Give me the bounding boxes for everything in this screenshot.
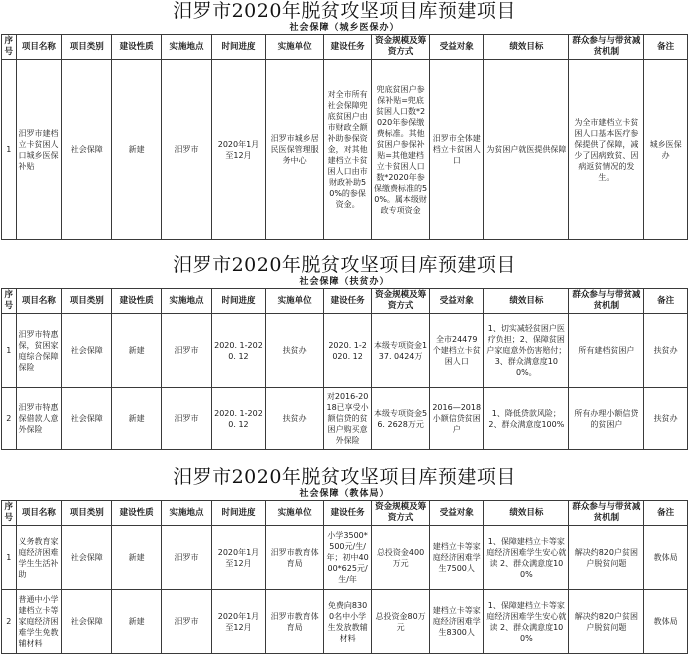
column-header: 群众参与与带贫减贫机制 xyxy=(569,501,644,526)
column-header: 时间进度 xyxy=(211,35,265,60)
project-name-cell: 义务教育家庭经济困难学生生活补助 xyxy=(16,526,62,590)
mass-participation-cell: 解决约820户贫困户脱贫问题 xyxy=(569,526,644,590)
column-header: 序号 xyxy=(2,501,17,526)
column-header: 绩效目标 xyxy=(484,501,569,526)
column-header: 受益对象 xyxy=(430,35,484,60)
section-subtitle: 社会保障（城乡医保办） xyxy=(289,23,400,33)
fund-scale-cell: 本级专项资金137. 0424万 xyxy=(371,314,429,388)
project-table xyxy=(1,288,688,450)
performance-goal-cell: 为贫困户就医提供保障 xyxy=(484,60,569,240)
location-cell: 汨罗市 xyxy=(162,388,212,450)
column-header: 受益对象 xyxy=(430,501,484,526)
column-header: 实施地点 xyxy=(162,501,212,526)
section-subtitle: 社会保障（扶贫办） xyxy=(299,277,390,287)
column-header: 实施单位 xyxy=(265,35,323,60)
table-row xyxy=(2,60,688,240)
construction-task-cell: 对2016-2018已享受小额信贷的贫困户购买意外保险 xyxy=(324,388,372,450)
build-nature-cell: 新建 xyxy=(112,60,162,240)
beneficiary-cell: 建档立卡等家庭经济困难学生8300人 xyxy=(430,590,484,654)
location-cell: 汨罗市 xyxy=(162,590,212,654)
column-header: 项目名称 xyxy=(16,289,62,314)
project-table xyxy=(1,500,688,654)
progress-cell: 2020. 1-2020. 12 xyxy=(211,388,265,450)
fund-scale-cell: 兜底贫困户参保补贴=兜底贫困人口数*2020年参保缴费标准。其他贫困户参保补贴=其他建档立卡贫困人口数*2020年参保缴费标准的50%。属本级财政专项资金 xyxy=(371,60,429,240)
column-header: 建设性质 xyxy=(112,35,162,60)
build-nature-cell: 新建 xyxy=(112,388,162,450)
construction-task-cell: 对全市所有社会保障兜底贫困户由市财政全额补助参保资金，对其他建档立卡贫困人口由市财政补助50%的参保资金。 xyxy=(324,60,372,240)
project-section xyxy=(0,254,689,450)
progress-cell: 2020年1月至12月 xyxy=(211,526,265,590)
column-header: 建设性质 xyxy=(112,289,162,314)
performance-goal-cell: 1、切实减轻贫困户医疗负担；2、保障贫困户家庭意外伤害赔付；3、群众满意度100%。 xyxy=(484,314,569,388)
table-header-row xyxy=(2,289,688,314)
beneficiary-cell: 汨罗市全体建档立卡贫困人口 xyxy=(430,60,484,240)
construction-task-cell: 小学3500*500元/生/年；初中4000*625元/生/年 xyxy=(324,526,372,590)
project-name-cell: 普通中小学建档立卡等家庭经济困难学生免教辅材料 xyxy=(16,590,62,654)
column-header: 实施单位 xyxy=(265,289,323,314)
table-row xyxy=(2,526,688,590)
progress-cell: 2020年1月至12月 xyxy=(211,60,265,240)
build-nature-cell: 新建 xyxy=(112,314,162,388)
column-header: 项目类别 xyxy=(62,289,112,314)
implementing-unit-cell: 扶贫办 xyxy=(265,388,323,450)
column-header: 项目类别 xyxy=(62,501,112,526)
construction-task-cell: 免费向8300名中小学生发放教辅材料 xyxy=(324,590,372,654)
mass-participation-cell: 解决约820户贫困户脱贫问题 xyxy=(569,590,644,654)
column-header: 绩效目标 xyxy=(484,35,569,60)
section-title: 汨罗市2020年脱贫攻坚项目库预建项目 xyxy=(173,254,516,276)
performance-goal-cell: 1、保障建档立卡等家庭经济困难学生安心就读 2、群众满意度100% xyxy=(484,590,569,654)
column-header: 项目类别 xyxy=(62,35,112,60)
row-number-cell: 1 xyxy=(2,60,17,240)
project-name-cell: 汨罗市特惠保借款人意外保险 xyxy=(16,388,62,450)
performance-goal-cell: 1、降低贷款风险；2、群众满意度100% xyxy=(484,388,569,450)
column-header: 序号 xyxy=(2,289,17,314)
column-header: 时间进度 xyxy=(211,289,265,314)
row-number-cell: 2 xyxy=(2,388,17,450)
project-name-cell: 汨罗市建档立卡贫困人口城乡医保补贴 xyxy=(16,60,62,240)
project-type-cell: 社会保障 xyxy=(62,314,112,388)
project-section xyxy=(0,466,689,654)
project-name-cell: 汨罗市特惠保，贫困家庭综合保障保险 xyxy=(16,314,62,388)
table-row xyxy=(2,314,688,388)
project-type-cell: 社会保障 xyxy=(62,526,112,590)
column-header: 备注 xyxy=(644,501,688,526)
beneficiary-cell: 全市24479个建档立卡贫困人口 xyxy=(430,314,484,388)
beneficiary-cell: 建档立卡等家庭经济困难学生7500人 xyxy=(430,526,484,590)
column-header: 资金规模及筹资方式 xyxy=(371,289,429,314)
column-header: 资金规模及筹资方式 xyxy=(371,35,429,60)
fund-scale-cell: 总投资金80万元 xyxy=(371,590,429,654)
row-number-cell: 2 xyxy=(2,590,17,654)
build-nature-cell: 新建 xyxy=(112,526,162,590)
table-header-row xyxy=(2,35,688,60)
location-cell: 汨罗市 xyxy=(162,526,212,590)
beneficiary-cell: 2016—2018小额信贷贫困户 xyxy=(430,388,484,450)
fund-scale-cell: 本级专项资金56. 2628万元 xyxy=(371,388,429,450)
note-cell: 扶贫办 xyxy=(644,388,688,450)
construction-task-cell: 2020. 1-2020. 12 xyxy=(324,314,372,388)
column-header: 项目名称 xyxy=(16,501,62,526)
progress-cell: 2020. 1-2020. 12 xyxy=(211,314,265,388)
progress-cell: 2020年1月至12月 xyxy=(211,590,265,654)
implementing-unit-cell: 汨罗市教育体育局 xyxy=(265,526,323,590)
project-type-cell: 社会保障 xyxy=(62,388,112,450)
project-table xyxy=(1,34,688,240)
row-number-cell: 1 xyxy=(2,526,17,590)
column-header: 建设任务 xyxy=(324,501,372,526)
column-header: 建设任务 xyxy=(324,289,372,314)
mass-participation-cell: 所有办理小额信贷的贫困户 xyxy=(569,388,644,450)
table-row xyxy=(2,590,688,654)
project-section xyxy=(0,0,689,240)
location-cell: 汨罗市 xyxy=(162,314,212,388)
column-header: 实施地点 xyxy=(162,35,212,60)
column-header: 备注 xyxy=(644,35,688,60)
project-type-cell: 社会保障 xyxy=(62,60,112,240)
implementing-unit-cell: 汨罗市教育体育局 xyxy=(265,590,323,654)
implementing-unit-cell: 汨罗市城乡居民医保管理服务中心 xyxy=(265,60,323,240)
mass-participation-cell: 所有建档贫困户 xyxy=(569,314,644,388)
fund-scale-cell: 总投资金400万元 xyxy=(371,526,429,590)
column-header: 建设任务 xyxy=(324,35,372,60)
note-cell: 城乡医保办 xyxy=(644,60,688,240)
column-header: 建设性质 xyxy=(112,501,162,526)
mass-participation-cell: 为全市建档立卡贫困人口基本医疗参保提供了保障，减少了因病致贫、因病返贫情况的发生。 xyxy=(569,60,644,240)
column-header: 项目名称 xyxy=(16,35,62,60)
column-header: 实施单位 xyxy=(265,501,323,526)
section-title: 汨罗市2020年脱贫攻坚项目库预建项目 xyxy=(173,0,516,22)
column-header: 实施地点 xyxy=(162,289,212,314)
note-cell: 扶贫办 xyxy=(644,314,688,388)
project-type-cell: 社会保障 xyxy=(62,590,112,654)
note-cell: 教体局 xyxy=(644,526,688,590)
section-title: 汨罗市2020年脱贫攻坚项目库预建项目 xyxy=(173,466,516,488)
column-header: 群众参与与带贫减贫机制 xyxy=(569,289,644,314)
section-subtitle: 社会保障（教体局） xyxy=(299,489,390,499)
column-header: 绩效目标 xyxy=(484,289,569,314)
location-cell: 汨罗市 xyxy=(162,60,212,240)
column-header: 资金规模及筹资方式 xyxy=(371,501,429,526)
row-number-cell: 1 xyxy=(2,314,17,388)
column-header: 受益对象 xyxy=(430,289,484,314)
column-header: 群众参与与带贫减贫机制 xyxy=(569,35,644,60)
column-header: 备注 xyxy=(644,289,688,314)
note-cell: 教体局 xyxy=(644,590,688,654)
column-header: 序号 xyxy=(2,35,17,60)
implementing-unit-cell: 扶贫办 xyxy=(265,314,323,388)
table-row xyxy=(2,388,688,450)
column-header: 时间进度 xyxy=(211,501,265,526)
performance-goal-cell: 1、保障建档立卡等家庭经济困难学生安心就读 2、群众满意度100% xyxy=(484,526,569,590)
build-nature-cell: 新建 xyxy=(112,590,162,654)
table-header-row xyxy=(2,501,688,526)
